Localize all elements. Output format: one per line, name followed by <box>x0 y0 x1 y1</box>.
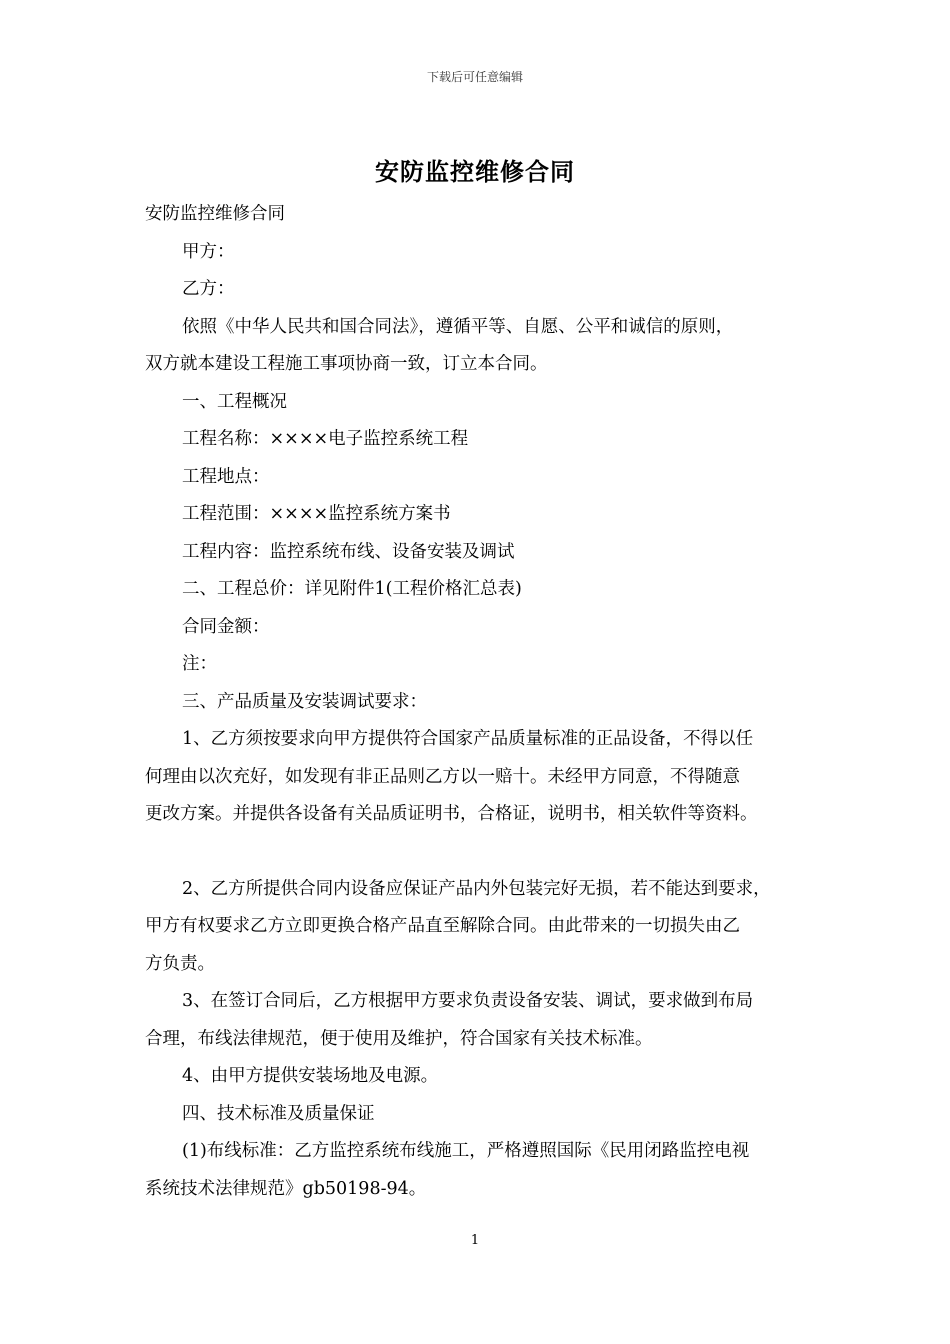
clause-line: (1)布线标准：乙方监控系统布线施工，严格遵照国际《民用闭路监控电视 <box>182 1141 750 1161</box>
party-a-line: 甲方： <box>182 241 235 262</box>
party-b-line: 乙方： <box>182 279 235 299</box>
project-scope-line: 工程范围：××××监控系统方案书 <box>182 504 451 524</box>
section-heading: 一、工程概况 <box>182 391 287 412</box>
clause-line: 2、乙方所提供合同内设备应保证产品内外包装完好无损，若不能达到要求， <box>182 878 771 899</box>
note-line: 注： <box>182 654 217 674</box>
contract-amount-line: 合同金额： <box>182 616 270 637</box>
header-note: 下载后可任意编辑 <box>426 70 523 84</box>
preamble-line: 依照《中华人民共和国合同法》，遵循平等、自愿、公平和诚信的原则， <box>182 316 734 337</box>
section-heading: 二、工程总价：详见附件1(工程价格汇总表) <box>182 579 522 599</box>
clause-line: 方负责。 <box>145 953 215 974</box>
clause-line: 系统技术法律规范》gb50198-94。 <box>145 1178 427 1199</box>
section-heading: 四、技术标准及质量保证 <box>182 1103 375 1124</box>
subtitle-line: 安防监控维修合同 <box>145 204 285 224</box>
paragraph-gap <box>145 834 825 871</box>
project-name-line: 工程名称：××××电子监控系统工程 <box>182 429 469 449</box>
clause-line: 何理由以次充好，如发现有非正品则乙方以一赔十。未经甲方同意，不得随意 <box>145 766 740 787</box>
clause-line: 合理，布线法律规范，便于使用及维护，符合国家有关技术标准。 <box>145 1028 653 1049</box>
clause-line: 甲方有权要求乙方立即更换合格产品直至解除合同。由此带来的一切损失由乙 <box>145 916 740 936</box>
project-location-line: 工程地点： <box>182 466 270 487</box>
page-number: 1 <box>470 1233 480 1248</box>
clause-line: 4、由甲方提供安装场地及电源。 <box>182 1066 439 1086</box>
section-heading: 三、产品质量及安装调试要求： <box>182 691 427 712</box>
document-title: 安防监控维修合同 <box>375 158 575 186</box>
clause-line: 3、在签订合同后，乙方根据甲方要求负责设备安装、调试，要求做到布局 <box>182 991 754 1011</box>
project-content-line: 工程内容：监控系统布线、设备安装及调试 <box>182 541 515 562</box>
clause-line: 更改方案。并提供各设备有关品质证明书，合格证，说明书，相关软件等资料。 <box>145 804 758 824</box>
clause-line: 1、乙方须按要求向甲方提供符合国家产品质量标准的正品设备，不得以任 <box>182 729 754 749</box>
preamble-line: 双方就本建设工程施工事项协商一致，订立本合同。 <box>145 354 548 374</box>
document-body <box>145 196 825 1208</box>
